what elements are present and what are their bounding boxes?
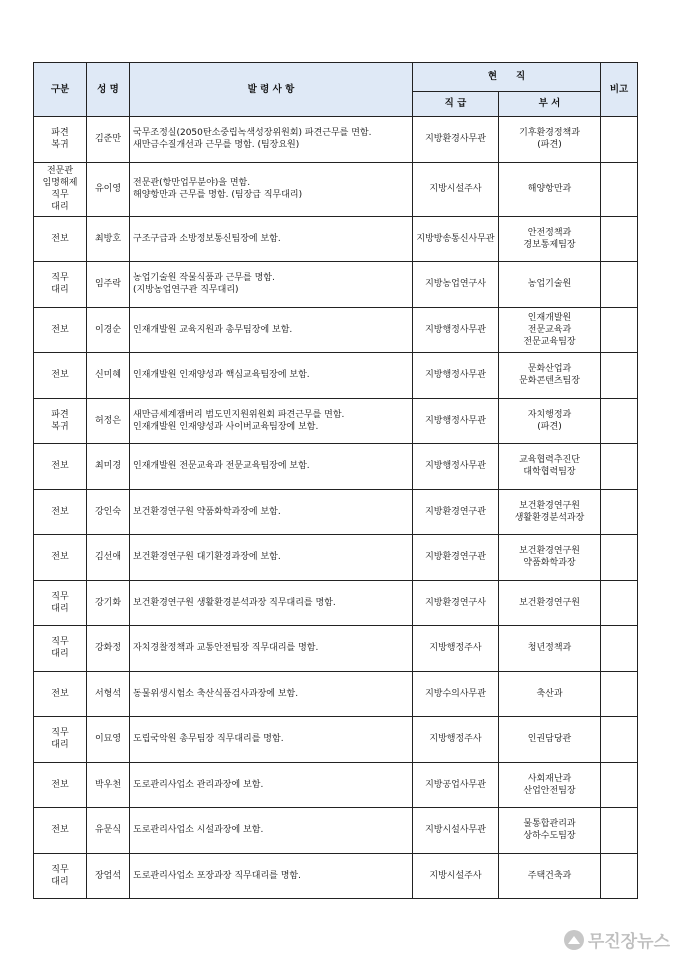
watermark — [564, 927, 670, 952]
cell-note — [601, 762, 638, 808]
cell-order: 도로관리사업소 포장과장 직무대리를 명함. — [130, 853, 413, 899]
cell-category: 전보 — [34, 808, 87, 854]
cell-category: 직무 대리 — [34, 580, 87, 626]
cell-category: 파견 복귀 — [34, 398, 87, 444]
cell-order: 동물위생시험소 축산식품검사과장에 보함. — [130, 671, 413, 717]
cell-name: 유이영 — [87, 162, 130, 216]
cell-position: 지방행정사무관 — [413, 398, 499, 444]
cell-department: 사회재난과 산업안전팀장 — [499, 762, 601, 808]
cell-category: 파견 복귀 — [34, 117, 87, 163]
table-row — [34, 717, 638, 763]
cell-name: 김준만 — [87, 117, 130, 163]
header-department: 부 서 — [499, 92, 601, 117]
cell-category: 전보 — [34, 216, 87, 262]
cell-name: 최방호 — [87, 216, 130, 262]
cell-name: 이묘영 — [87, 717, 130, 763]
cell-note — [601, 580, 638, 626]
cell-note — [601, 398, 638, 444]
cell-category: 전보 — [34, 671, 87, 717]
cell-category: 직무 대리 — [34, 626, 87, 672]
cell-position: 지방방송통신사무관 — [413, 216, 499, 262]
header-note: 비고 — [601, 63, 638, 117]
table-row — [34, 117, 638, 163]
cell-note — [601, 535, 638, 581]
cell-position: 지방수의사무관 — [413, 671, 499, 717]
table-row — [34, 853, 638, 899]
personnel-order-table — [33, 62, 638, 899]
cell-position: 지방환경연구관 — [413, 535, 499, 581]
cell-note — [601, 853, 638, 899]
header-category: 구분 — [34, 63, 87, 117]
cell-category: 전보 — [34, 535, 87, 581]
cell-department: 주택건축과 — [499, 853, 601, 899]
table-row — [34, 307, 638, 353]
cell-position: 지방환경연구사 — [413, 580, 499, 626]
cell-name: 허정은 — [87, 398, 130, 444]
cell-department: 보건환경연구원 약품화학과장 — [499, 535, 601, 581]
cell-note — [601, 808, 638, 854]
cell-position: 지방시설주사 — [413, 853, 499, 899]
cell-position: 지방행정주사 — [413, 717, 499, 763]
cell-position: 지방행정사무관 — [413, 353, 499, 399]
cell-department: 농업기술원 — [499, 262, 601, 308]
table-row — [34, 580, 638, 626]
cell-department: 해양항만과 — [499, 162, 601, 216]
cell-note — [601, 671, 638, 717]
cell-category: 전보 — [34, 353, 87, 399]
cell-name: 김선애 — [87, 535, 130, 581]
cell-order: 인재개발원 전문교육과 전문교육팀장에 보함. — [130, 444, 413, 490]
table-row — [34, 262, 638, 308]
table-row — [34, 535, 638, 581]
cell-order: 보건환경연구원 약품화학과장에 보함. — [130, 489, 413, 535]
cell-category: 전문관 임명해제 직무 대리 — [34, 162, 87, 216]
cell-order: 도로관리사업소 시설과장에 보함. — [130, 808, 413, 854]
cell-order: 농업기술원 작물식품과 근무를 명함. (지방농업연구관 직무대리) — [130, 262, 413, 308]
cell-name: 임주락 — [87, 262, 130, 308]
header-position: 직 급 — [413, 92, 499, 117]
cell-position: 지방환경연구관 — [413, 489, 499, 535]
cell-name: 최미경 — [87, 444, 130, 490]
cell-position: 지방행정사무관 — [413, 444, 499, 490]
cell-department: 축산과 — [499, 671, 601, 717]
cell-name: 유문식 — [87, 808, 130, 854]
cell-category: 전보 — [34, 307, 87, 353]
cell-position: 지방시설사무관 — [413, 808, 499, 854]
cell-order: 구조구급과 소방정보통신팀장에 보함. — [130, 216, 413, 262]
table-row — [34, 808, 638, 854]
table-row — [34, 216, 638, 262]
table-row — [34, 489, 638, 535]
cell-position: 지방환경사무관 — [413, 117, 499, 163]
watermark-text: 무진장뉴스 — [587, 932, 670, 952]
cell-note — [601, 216, 638, 262]
cell-department: 인재개발원 전문교육과 전문교육팀장 — [499, 307, 601, 353]
cell-order: 국무조정실(2050탄소중립녹색성장위원회) 파견근무를 면함. 새만금수질개선과 근무를 명함. (팀장요원) — [130, 117, 413, 163]
table-row — [34, 398, 638, 444]
cell-category: 전보 — [34, 444, 87, 490]
cell-order: 새만금세계잼버리 범도민지원위원회 파견근무를 면함. 인재개발원 인재양성과 사이버교육팀장에 보함. — [130, 398, 413, 444]
cell-category: 전보 — [34, 489, 87, 535]
cell-position: 지방행정주사 — [413, 626, 499, 672]
cell-department: 안전정책과 경보통제팀장 — [499, 216, 601, 262]
cell-category: 전보 — [34, 762, 87, 808]
cell-name: 장엄석 — [87, 853, 130, 899]
cell-department: 보건환경연구원 — [499, 580, 601, 626]
cell-category: 직무 대리 — [34, 853, 87, 899]
cell-note — [601, 353, 638, 399]
cell-note — [601, 162, 638, 216]
cell-department: 인권담당관 — [499, 717, 601, 763]
cell-note — [601, 444, 638, 490]
cell-name: 강기화 — [87, 580, 130, 626]
cell-position: 지방행정사무관 — [413, 307, 499, 353]
table-body — [34, 117, 638, 899]
cell-order: 도로관리사업소 관리과장에 보함. — [130, 762, 413, 808]
table-header — [34, 63, 638, 117]
cell-note — [601, 626, 638, 672]
table-row — [34, 626, 638, 672]
cell-name: 강인숙 — [87, 489, 130, 535]
cell-order: 자치경찰정책과 교통안전팀장 직무대리를 명함. — [130, 626, 413, 672]
table-row — [34, 162, 638, 216]
cell-order: 인재개발원 교육지원과 총무팀장에 보함. — [130, 307, 413, 353]
cell-department: 기후환경정책과 (파견) — [499, 117, 601, 163]
cell-note — [601, 489, 638, 535]
cell-name: 강화정 — [87, 626, 130, 672]
cell-name: 박우천 — [87, 762, 130, 808]
table-row — [34, 444, 638, 490]
cell-order: 인재개발원 인재양성과 핵심교육팀장에 보함. — [130, 353, 413, 399]
cell-department: 자치행정과 (파견) — [499, 398, 601, 444]
header-current: 현 직 — [413, 63, 601, 92]
cell-department: 문화산업과 문화콘텐츠팀장 — [499, 353, 601, 399]
cell-order: 전문관(항만업무분야)을 면함. 해양항만과 근무를 명함. (팀장급 직무대리) — [130, 162, 413, 216]
cell-department: 청년정책과 — [499, 626, 601, 672]
cell-department: 교육협력추진단 대학협력팀장 — [499, 444, 601, 490]
cell-category: 직무 대리 — [34, 262, 87, 308]
cell-note — [601, 307, 638, 353]
cell-department: 보건환경연구원 생활환경분석과장 — [499, 489, 601, 535]
mountain-logo-icon — [564, 930, 584, 950]
cell-order: 도립국악원 총무팀장 직무대리를 명함. — [130, 717, 413, 763]
cell-position: 지방공업사무관 — [413, 762, 499, 808]
table-row — [34, 762, 638, 808]
cell-name: 신미혜 — [87, 353, 130, 399]
table-row — [34, 671, 638, 717]
cell-position: 지방시설주사 — [413, 162, 499, 216]
cell-note — [601, 717, 638, 763]
cell-department: 물통합관리과 상하수도팀장 — [499, 808, 601, 854]
cell-name: 이경순 — [87, 307, 130, 353]
table-row — [34, 353, 638, 399]
cell-position: 지방농업연구사 — [413, 262, 499, 308]
cell-note — [601, 117, 638, 163]
header-name: 성 명 — [87, 63, 130, 117]
header-order: 발 령 사 항 — [130, 63, 413, 117]
cell-order: 보건환경연구원 대기환경과장에 보함. — [130, 535, 413, 581]
cell-category: 직무 대리 — [34, 717, 87, 763]
cell-name: 서형석 — [87, 671, 130, 717]
cell-note — [601, 262, 638, 308]
cell-order: 보건환경연구원 생활환경분석과장 직무대리를 명함. — [130, 580, 413, 626]
